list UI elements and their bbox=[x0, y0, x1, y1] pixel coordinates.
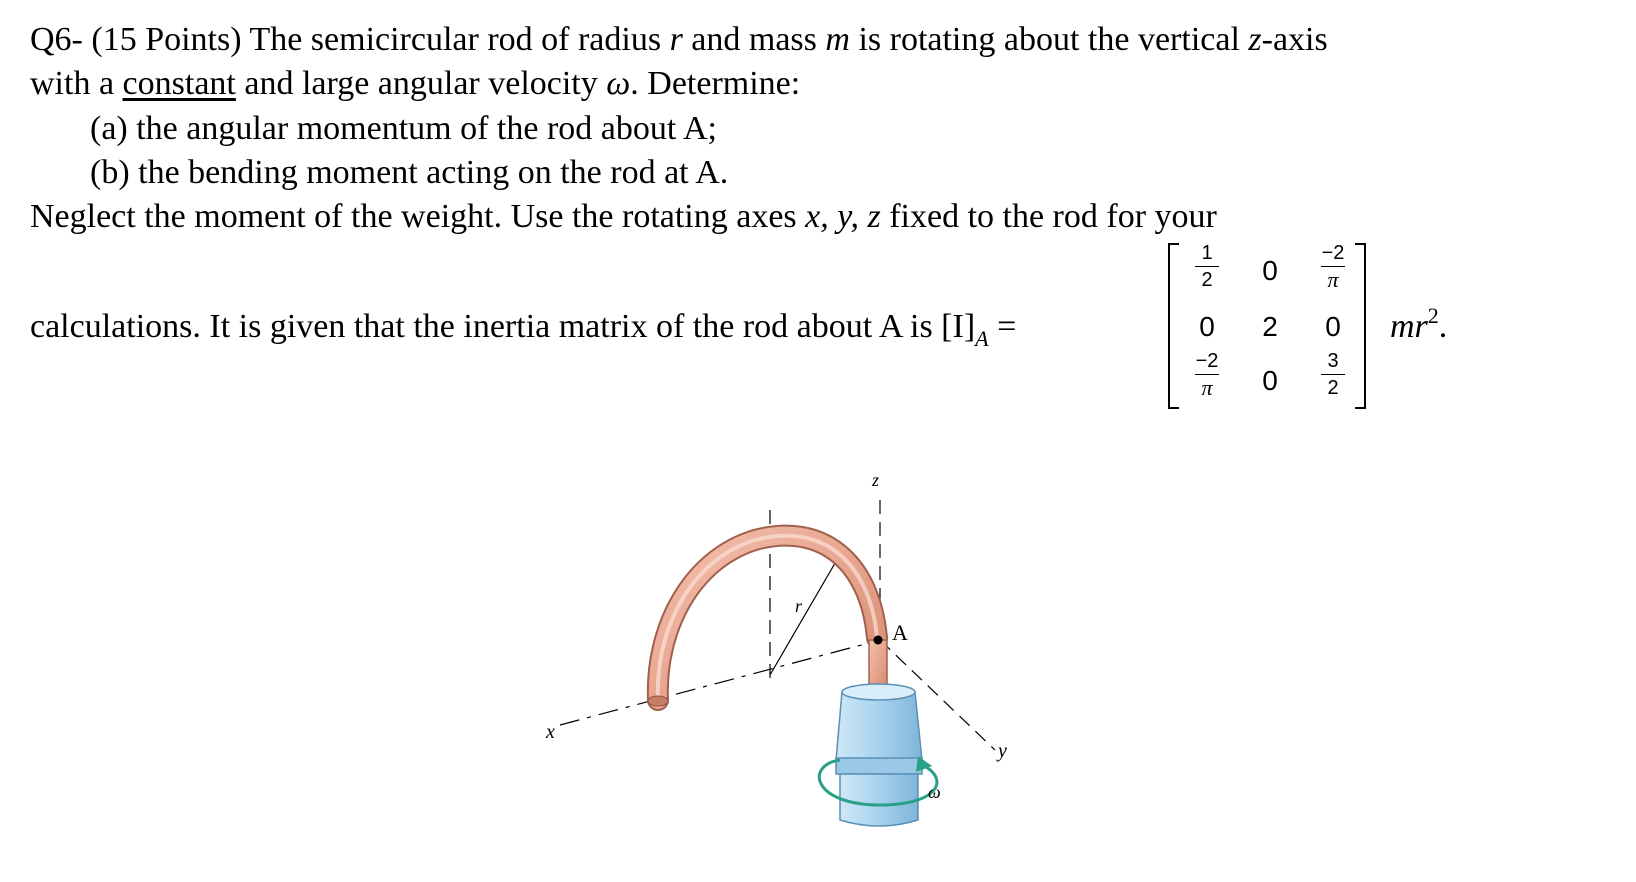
question-line-2 bbox=[30, 62, 800, 106]
text-fragment: -axis bbox=[1261, 21, 1328, 58]
matrix-cell-r2c3: 0 bbox=[1325, 311, 1341, 342]
text-fragment: with a bbox=[30, 65, 115, 102]
rod-stem bbox=[869, 640, 887, 690]
base-lower bbox=[840, 774, 918, 826]
matrix-cell-r3c3: 3 2 bbox=[1303, 350, 1363, 399]
part-b: (b) the bending moment acting on the rod at A. bbox=[90, 154, 729, 191]
label-z: z bbox=[872, 470, 880, 490]
base-collar bbox=[836, 758, 922, 774]
underlined-constant: constant bbox=[122, 65, 236, 102]
rod-highlight bbox=[658, 536, 877, 700]
text-fragment: fixed to the rod for your bbox=[889, 198, 1217, 235]
label-omega: ω bbox=[928, 782, 941, 802]
question-line-5 bbox=[30, 195, 1217, 239]
equals-sign: = bbox=[988, 308, 1017, 345]
rod-figure bbox=[520, 460, 1080, 870]
text-fragment: Q6- (15 Points) The semicircular rod of radius bbox=[30, 21, 662, 58]
matrix-cell-r1c3: −2 π bbox=[1321, 242, 1345, 292]
question-line-1 bbox=[30, 18, 1328, 62]
x-axis-line bbox=[560, 640, 880, 725]
matrix-cell-r2c1: 0 bbox=[1199, 311, 1215, 342]
base-top bbox=[842, 684, 915, 700]
part-a: (a) the angular momentum of the rod about A; bbox=[90, 110, 717, 147]
matrix-cell-r3c2: 0 bbox=[1262, 365, 1278, 396]
label-x: x bbox=[546, 721, 555, 743]
superscript-2: 2 bbox=[1427, 303, 1439, 328]
mr-factor: mr bbox=[1390, 308, 1428, 345]
point-A-marker bbox=[874, 636, 883, 645]
matrix-cell-r2c2: 2 bbox=[1262, 311, 1278, 342]
inertia-matrix bbox=[1165, 240, 1385, 415]
text-fragment: . Determine: bbox=[630, 65, 801, 102]
matrix-cell-r1c1: 1 2 bbox=[1177, 242, 1237, 291]
mass-symbol: m bbox=[825, 21, 850, 58]
label-A: A bbox=[892, 620, 908, 645]
subscript-A: A bbox=[975, 326, 989, 351]
matrix-factor bbox=[1390, 305, 1447, 352]
text-fragment: calculations. It is given that the inertia matrix of the rod about A is [I] bbox=[30, 308, 976, 345]
axes-symbols: x, y, z bbox=[805, 198, 881, 235]
matrix-cell-r1c2: 0 bbox=[1262, 255, 1278, 286]
text-fragment: and mass bbox=[691, 21, 817, 58]
matrix-cell-r3c1: −2 π bbox=[1195, 350, 1219, 400]
text-fragment: and large angular velocity bbox=[244, 65, 598, 102]
radius-line bbox=[770, 558, 838, 675]
text-fragment: is rotating about the vertical bbox=[858, 21, 1240, 58]
label-r: r bbox=[795, 596, 803, 616]
question-line-6 bbox=[30, 305, 1016, 352]
radius-symbol: r bbox=[669, 21, 683, 58]
label-y: y bbox=[998, 740, 1007, 762]
rod-end bbox=[648, 696, 668, 706]
base-upper bbox=[836, 692, 922, 760]
z-axis-symbol: z bbox=[1248, 21, 1262, 58]
text-fragment: Neglect the moment of the weight. Use the rotating axes bbox=[30, 198, 797, 235]
omega-symbol: ω bbox=[606, 65, 631, 102]
period: . bbox=[1438, 308, 1448, 345]
